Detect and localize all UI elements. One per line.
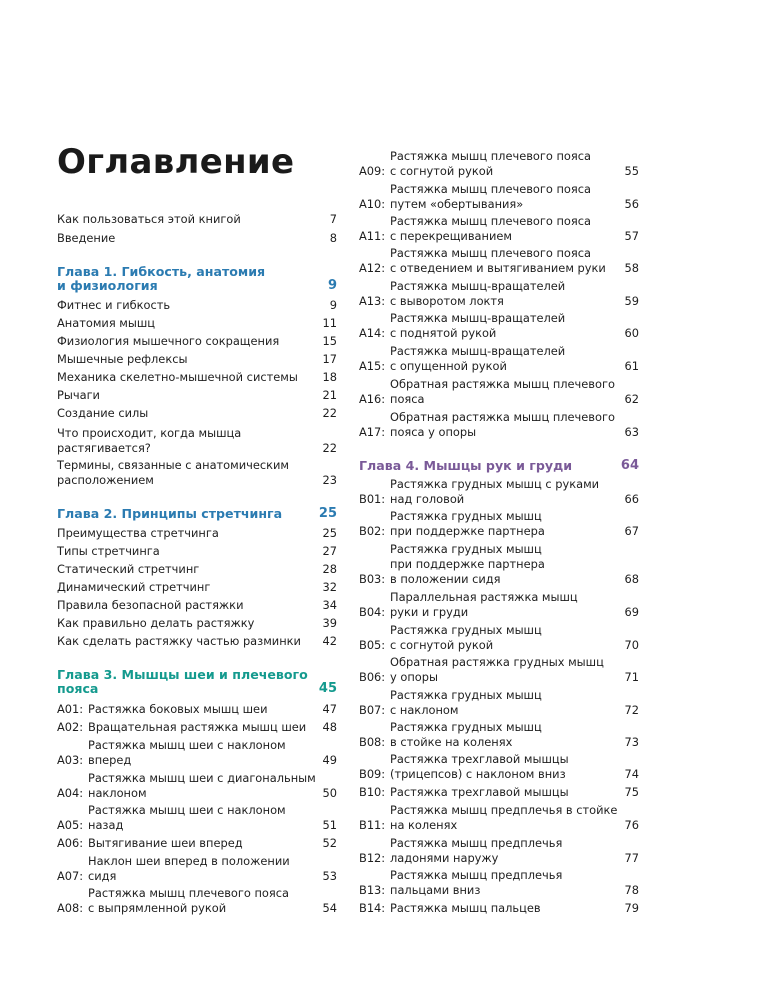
- toc-entry[interactable]: [57, 388, 337, 403]
- page-number: 22: [322, 406, 337, 420]
- entry-title-line: с поднятой рукой: [390, 326, 497, 340]
- entry-title-line: Как пользоваться этой книгой: [57, 212, 241, 226]
- entry-title: [359, 459, 613, 473]
- entry-title-line: Растяжка мышц предплечья: [390, 836, 563, 850]
- entry-title-line: растягивается?: [57, 441, 151, 455]
- toc-entry[interactable]: [359, 149, 639, 179]
- page-number: 74: [624, 767, 639, 781]
- page-number: 67: [624, 524, 639, 538]
- entry-title-line: Мышечные рефлексы: [57, 352, 188, 366]
- entry-title-line: Растяжка мышц плечевого пояса: [390, 214, 591, 228]
- entry-title-line: с согнутой рукой: [390, 638, 494, 652]
- entry-title-line: Растяжка мышц шеи с диагональным: [88, 771, 316, 785]
- entry-code: B07:: [359, 703, 386, 717]
- toc-entry[interactable]: [57, 406, 337, 421]
- entry-code: A11:: [359, 229, 386, 243]
- entry-code: A07:: [57, 869, 84, 883]
- entry-title: [390, 279, 617, 309]
- toc-entry[interactable]: [57, 544, 337, 559]
- page-number: 39: [322, 616, 337, 630]
- entry-title-line: ладонями наружу: [390, 851, 499, 865]
- entry-title-line: Правила безопасной растяжки: [57, 598, 244, 612]
- entry-title-line: в стойке на коленях: [390, 735, 513, 749]
- entry-title-line: при поддержке партнера: [390, 524, 545, 538]
- entry-code: A12:: [359, 261, 386, 275]
- entry-code: A17:: [359, 425, 386, 439]
- page-number: 73: [624, 735, 639, 749]
- entry-title-line: Глава 1. Гибкость, анатомия: [57, 264, 266, 279]
- toc-entry[interactable]: [359, 311, 639, 341]
- toc-entry[interactable]: [359, 803, 639, 833]
- toc-entry[interactable]: [57, 738, 337, 768]
- toc-entry[interactable]: [57, 803, 337, 833]
- entry-title-line: Глава 3. Мышцы шеи и плечевого: [57, 667, 308, 682]
- toc-entry[interactable]: [57, 634, 337, 649]
- toc-entry[interactable]: [57, 616, 337, 631]
- chapter-heading[interactable]: [57, 507, 337, 521]
- entry-title-line: наклоном: [88, 786, 147, 800]
- entry-title: [390, 803, 617, 833]
- entry-title-line: Растяжка мышц шеи с наклоном: [88, 738, 286, 752]
- entry-title-line: Растяжка мышц плечевого пояса: [390, 182, 591, 196]
- page-number: 52: [322, 836, 337, 850]
- toc-entry[interactable]: [359, 720, 639, 750]
- toc-entry[interactable]: [57, 426, 337, 456]
- entry-code: A10:: [359, 197, 386, 211]
- page-number: 9: [327, 278, 337, 293]
- entry-title: [88, 803, 315, 833]
- toc-entry[interactable]: [57, 562, 337, 577]
- page-number: 71: [624, 670, 639, 684]
- entry-title-line: Анатомия мышц: [57, 316, 156, 330]
- entry-title: [88, 854, 315, 884]
- entry-title-line: Как правильно делать растяжку: [57, 616, 255, 630]
- entry-title-line: Как сделать растяжку частью разминки: [57, 634, 301, 648]
- entry-title-line: Наклон шеи вперед в положении: [88, 854, 290, 868]
- entry-title: [57, 668, 311, 696]
- page-number: 48: [322, 720, 337, 734]
- entry-title-line: Вытягивание шеи вперед: [88, 836, 243, 850]
- entry-title-line: Растяжка мышц-вращателей: [390, 279, 566, 293]
- page-number: 64: [620, 458, 639, 473]
- entry-title-line: расположением: [57, 473, 154, 487]
- entry-title-line: при поддержке партнера: [390, 557, 545, 571]
- page-number: 58: [624, 261, 639, 275]
- entry-title-line: Растяжка грудных мышц: [390, 542, 542, 556]
- page-number: 34: [322, 598, 337, 612]
- toc-entry[interactable]: [57, 598, 337, 613]
- entry-title-line: пояса у опоры: [390, 425, 477, 439]
- entry-title-line: Создание силы: [57, 406, 149, 420]
- entry-title-line: Преимущества стретчинга: [57, 526, 219, 540]
- toc-entry[interactable]: [57, 370, 337, 385]
- toc-entry[interactable]: [57, 702, 337, 717]
- page-number: 8: [329, 231, 337, 245]
- page-number: 32: [322, 580, 337, 594]
- toc-entry[interactable]: [57, 771, 337, 801]
- entry-title-line: пояса: [57, 681, 99, 696]
- entry-code: B13:: [359, 883, 386, 897]
- entry-title: [390, 214, 617, 244]
- entry-title: [57, 352, 315, 367]
- page-number: 79: [624, 901, 639, 915]
- entry-title: [57, 580, 315, 595]
- entry-title-line: сидя: [88, 869, 117, 883]
- entry-title-line: Динамический стретчинг: [57, 580, 211, 594]
- entry-title: [57, 426, 315, 456]
- toc-entry[interactable]: [359, 477, 639, 507]
- page-number: 56: [624, 197, 639, 211]
- page-number: 28: [322, 562, 337, 576]
- entry-title-line: Растяжка мышц плечевого пояса: [390, 149, 591, 163]
- entry-code: B04:: [359, 605, 386, 619]
- entry-title: [390, 623, 617, 653]
- entry-title: [57, 265, 320, 293]
- page-number: 18: [322, 370, 337, 384]
- page-number: 54: [322, 901, 337, 915]
- entry-code: B08:: [359, 735, 386, 749]
- entry-title-line: Растяжка грудных мышц: [390, 688, 542, 702]
- page-number: 57: [624, 229, 639, 243]
- page-number: 7: [329, 212, 337, 226]
- page-number: 25: [318, 506, 337, 521]
- entry-title-line: Фитнес и гибкость: [57, 298, 171, 312]
- page-number: 66: [624, 492, 639, 506]
- entry-title-line: с выворотом локтя: [390, 294, 504, 308]
- entry-title: [57, 298, 322, 313]
- entry-title: [390, 377, 617, 407]
- entry-title: [88, 771, 315, 801]
- entry-title: [390, 344, 617, 374]
- entry-title: [390, 509, 617, 539]
- entry-code: A04:: [57, 786, 84, 800]
- entry-code: B01:: [359, 492, 386, 506]
- entry-title: [88, 836, 315, 851]
- entry-title: [57, 388, 315, 403]
- toc-entry[interactable]: [57, 526, 337, 541]
- entry-title: [57, 334, 315, 349]
- entry-code: B05:: [359, 638, 386, 652]
- entry-code: A01:: [57, 702, 84, 716]
- entry-title-line: Растяжка боковых мышц шеи: [88, 702, 268, 716]
- entry-title: [390, 901, 617, 916]
- entry-title: [390, 868, 617, 898]
- entry-title: [390, 149, 617, 179]
- entry-title-line: Термины, связанные с анатомическим: [57, 458, 290, 472]
- page-number: 59: [624, 294, 639, 308]
- entry-title-line: Вращательная растяжка мышц шеи: [88, 720, 307, 734]
- entry-title-line: с отведением и вытягиванием руки: [390, 261, 606, 275]
- page-number: 51: [322, 818, 337, 832]
- entry-title-line: назад: [88, 818, 124, 832]
- toc-entry[interactable]: [57, 212, 337, 227]
- entry-title: [88, 738, 315, 768]
- page-number: 27: [322, 544, 337, 558]
- entry-title-line: с наклоном: [390, 703, 459, 717]
- entry-title-line: путем «обертывания»: [390, 197, 524, 211]
- entry-title-line: Что происходит, когда мышца: [57, 426, 242, 440]
- entry-title-line: и физиология: [57, 278, 158, 293]
- entry-title-line: Растяжка мышц плечевого пояса: [88, 886, 289, 900]
- entry-title-line: Растяжка мышц плечевого пояса: [390, 246, 591, 260]
- toc-entry[interactable]: [57, 231, 337, 246]
- entry-title-line: (трицепсов) с наклоном вниз: [390, 767, 566, 781]
- page-number: 55: [624, 164, 639, 178]
- entry-title-line: у опоры: [390, 670, 438, 684]
- entry-title: [390, 655, 617, 685]
- page-number: 76: [624, 818, 639, 832]
- entry-code: B14:: [359, 901, 386, 915]
- entry-title-line: Растяжка грудных мышц: [390, 623, 542, 637]
- entry-title-line: Параллельная растяжка мышц: [390, 590, 578, 604]
- page-number: 62: [624, 392, 639, 406]
- entry-code: A08:: [57, 901, 84, 915]
- entry-code: B09:: [359, 767, 386, 781]
- page-number: 53: [322, 869, 337, 883]
- toc-entry[interactable]: [359, 868, 639, 898]
- entry-title-line: с опущенной рукой: [390, 359, 507, 373]
- entry-title-line: Растяжка мышц-вращателей: [390, 344, 566, 358]
- entry-title: [57, 212, 322, 227]
- entry-title-line: Глава 4. Мышцы рук и груди: [359, 458, 573, 473]
- page-number: 42: [322, 634, 337, 648]
- toc-entry[interactable]: [57, 720, 337, 735]
- page-number: 75: [624, 785, 639, 799]
- entry-title-line: Глава 2. Принципы стретчинга: [57, 506, 283, 521]
- entry-code: B11:: [359, 818, 386, 832]
- entry-code: B12:: [359, 851, 386, 865]
- entry-code: A13:: [359, 294, 386, 308]
- toc-entry[interactable]: [57, 352, 337, 367]
- entry-title-line: с выпрямленной рукой: [88, 901, 227, 915]
- entry-title-line: Растяжка трехглавой мышцы: [390, 752, 569, 766]
- entry-title-line: пояса: [390, 392, 425, 406]
- toc-entry[interactable]: [359, 344, 639, 374]
- toc-entry[interactable]: [359, 509, 639, 539]
- entry-title-line: Физиология мышечного сокращения: [57, 334, 280, 348]
- entry-code: A02:: [57, 720, 84, 734]
- entry-title: [57, 370, 315, 385]
- entry-title: [57, 526, 315, 541]
- page-number: 49: [322, 753, 337, 767]
- toc-entry[interactable]: [359, 623, 639, 653]
- entry-title: [57, 544, 315, 559]
- entry-title-line: Введение: [57, 231, 116, 245]
- entry-code: A09:: [359, 164, 386, 178]
- entry-title-line: руки и груди: [390, 605, 469, 619]
- entry-title: [390, 785, 617, 800]
- entry-title: [57, 406, 315, 421]
- entry-title: [88, 720, 315, 735]
- entry-title: [57, 231, 322, 246]
- toc-entry[interactable]: [359, 836, 639, 866]
- page-number: 45: [318, 681, 337, 696]
- entry-title-line: Растяжка мышц предплечья: [390, 868, 563, 882]
- entry-title-line: Статический стретчинг: [57, 562, 200, 576]
- entry-title-line: пальцами вниз: [390, 883, 481, 897]
- entry-title: [88, 702, 315, 717]
- page-number: 60: [624, 326, 639, 340]
- entry-title-line: над головой: [390, 492, 465, 506]
- toc-entry[interactable]: [57, 316, 337, 331]
- page-number: 61: [624, 359, 639, 373]
- toc-entry[interactable]: [57, 580, 337, 595]
- page-number: 77: [624, 851, 639, 865]
- entry-code: B03:: [359, 572, 386, 586]
- toc-entry[interactable]: [57, 886, 337, 916]
- toc-entry[interactable]: [57, 334, 337, 349]
- toc-entry[interactable]: [359, 655, 639, 685]
- entry-title: [57, 507, 311, 521]
- toc-entry[interactable]: [57, 298, 337, 313]
- page-number: 69: [624, 605, 639, 619]
- entry-title-line: Растяжка мышц пальцев: [390, 901, 541, 915]
- toc-entry[interactable]: [57, 854, 337, 884]
- entry-title: [390, 542, 617, 587]
- entry-title: [88, 886, 315, 916]
- entry-title: [390, 590, 617, 620]
- entry-title: [390, 182, 617, 212]
- entry-title: [57, 598, 315, 613]
- entry-title-line: Растяжка трехглавой мышцы: [390, 785, 569, 799]
- entry-title-line: Растяжка мышц шеи с наклоном: [88, 803, 286, 817]
- page-number: 9: [329, 298, 337, 312]
- entry-code: A05:: [57, 818, 84, 832]
- toc-entry[interactable]: [57, 836, 337, 851]
- entry-title: [57, 616, 315, 631]
- entry-code: B02:: [359, 524, 386, 538]
- page-number: 17: [322, 352, 337, 366]
- page-number: 23: [322, 473, 337, 487]
- toc-entry[interactable]: [57, 458, 337, 488]
- toc-entry[interactable]: [359, 246, 639, 276]
- toc-entry[interactable]: [359, 410, 639, 440]
- toc-entry[interactable]: [359, 752, 639, 782]
- entry-title: [390, 410, 617, 440]
- page-number: 25: [322, 526, 337, 540]
- entry-title-line: вперед: [88, 753, 132, 767]
- entry-title-line: на коленях: [390, 818, 458, 832]
- page-title: Оглавление: [57, 142, 295, 182]
- page-number: 63: [624, 425, 639, 439]
- entry-title-line: Механика скелетно-мышечной системы: [57, 370, 298, 384]
- entry-code: A06:: [57, 836, 84, 850]
- entry-code: A03:: [57, 753, 84, 767]
- toc-entry[interactable]: [359, 901, 639, 916]
- entry-code: B10:: [359, 785, 386, 799]
- toc-entry[interactable]: [359, 590, 639, 620]
- page-number: 22: [322, 441, 337, 455]
- toc-entry[interactable]: [359, 182, 639, 212]
- entry-code: B06:: [359, 670, 386, 684]
- toc-entry[interactable]: [359, 785, 639, 800]
- entry-title-line: Растяжка грудных мышц с руками: [390, 477, 600, 491]
- entry-title: [390, 477, 617, 507]
- page-number: 11: [322, 316, 337, 330]
- entry-title-line: Растяжка грудных мышц: [390, 720, 542, 734]
- chapter-heading[interactable]: [57, 668, 337, 696]
- entry-title: [390, 752, 617, 782]
- page-number: 47: [322, 702, 337, 716]
- page-number: 72: [624, 703, 639, 717]
- page-number: 21: [322, 388, 337, 402]
- entry-title-line: Обратная растяжка грудных мышц: [390, 655, 604, 669]
- chapter-heading[interactable]: [359, 459, 639, 473]
- entry-code: A16:: [359, 392, 386, 406]
- entry-title-line: Растяжка мышц-вращателей: [390, 311, 566, 325]
- entry-title: [390, 720, 617, 750]
- entry-title-line: Типы стретчинга: [57, 544, 160, 558]
- page-number: 15: [322, 334, 337, 348]
- toc-entry[interactable]: [359, 279, 639, 309]
- page-number: 50: [322, 786, 337, 800]
- page-number: 78: [624, 883, 639, 897]
- entry-title-line: Обратная растяжка мышц плечевого: [390, 377, 615, 391]
- entry-title: [57, 316, 315, 331]
- entry-title: [390, 311, 617, 341]
- entry-title: [57, 458, 315, 488]
- toc-entry[interactable]: [359, 688, 639, 718]
- entry-title-line: Растяжка грудных мышц: [390, 509, 542, 523]
- entry-title-line: Рычаги: [57, 388, 100, 402]
- entry-code: A15:: [359, 359, 386, 373]
- entry-title-line: с перекрещиванием: [390, 229, 512, 243]
- entry-title-line: Растяжка мышц предплечья в стойке: [390, 803, 618, 817]
- entry-title-line: в положении сидя: [390, 572, 501, 586]
- entry-title-line: Обратная растяжка мышц плечевого: [390, 410, 615, 424]
- entry-title: [57, 562, 315, 577]
- page-number: 70: [624, 638, 639, 652]
- page-number: 68: [624, 572, 639, 586]
- chapter-heading[interactable]: [57, 265, 337, 293]
- toc-entry[interactable]: [359, 542, 639, 587]
- toc-entry[interactable]: [359, 377, 639, 407]
- entry-title: [390, 836, 617, 866]
- entry-title: [57, 634, 315, 649]
- entry-code: A14:: [359, 326, 386, 340]
- entry-title: [390, 688, 617, 718]
- entry-title: [390, 246, 617, 276]
- toc-entry[interactable]: [359, 214, 639, 244]
- entry-title-line: с согнутой рукой: [390, 164, 494, 178]
